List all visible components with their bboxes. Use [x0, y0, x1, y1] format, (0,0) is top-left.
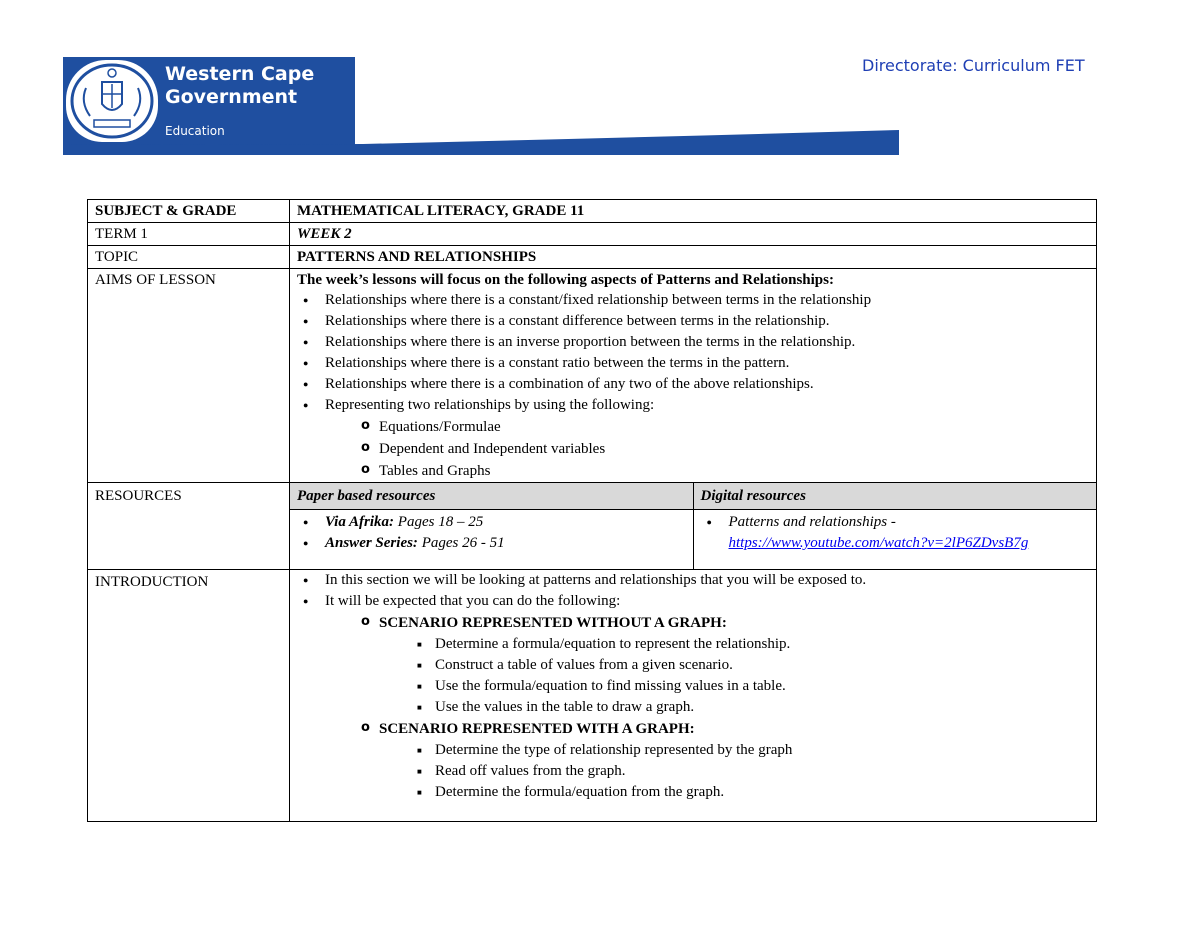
list-item: ● Representing two relationships by using the following: [297, 395, 1089, 416]
list-item: ■ Determine a formula/equation to represent the relationship. [297, 634, 1089, 655]
list-item [297, 512, 686, 533]
resource-name: Via Afrika: [325, 514, 395, 530]
logo-line-western-cape: Western Cape [165, 63, 315, 85]
list-item: ● It will be expected that you can do the following: [297, 591, 1089, 612]
list-item [701, 512, 1090, 554]
resource-pages: Pages 18 – 25 [394, 514, 484, 530]
digital-resources-header: Digital resources [693, 483, 1097, 510]
resource-pages: Pages 26 - 51 [417, 535, 505, 551]
list-item: ■ Determine the formula/equation from the graph. [297, 782, 1089, 803]
introduction-content [290, 570, 1097, 822]
scenario-heading: o SCENARIO REPRESENTED WITHOUT A GRAPH: [297, 612, 1089, 634]
resource-name: Answer Series: [325, 535, 418, 551]
list-item: ● In this section we will be looking at patterns and relationships that you will be exposed to. [297, 570, 1089, 591]
introduction-list [297, 570, 1089, 803]
logo-line-education: Education [165, 124, 225, 138]
row-resources-header [88, 483, 1097, 510]
resources-label: RESOURCES [88, 483, 290, 570]
list-item [297, 533, 686, 554]
row-introduction [88, 570, 1097, 822]
digital-resources-cell [693, 510, 1097, 570]
scenario-heading: o SCENARIO REPRESENTED WITH A GRAPH: [297, 718, 1089, 740]
list-item: ■ Read off values from the graph. [297, 761, 1089, 782]
aims-content [290, 269, 1097, 483]
directorate-label: Directorate: Curriculum FET [862, 56, 1085, 75]
youtube-link[interactable]: https://www.youtube.com/watch?v=2lP6ZDvsB7g [728, 535, 1029, 551]
aims-intro: The week’s lessons will focus on the following aspects of Patterns and Relationships: [297, 272, 834, 288]
paper-resources-cell [290, 510, 694, 570]
list-item: ■ Use the values in the table to draw a graph. [297, 697, 1089, 718]
paper-resources-list [297, 512, 686, 554]
aims-list [297, 290, 1089, 482]
list-item: ● Relationships where there is a combination of any two of the above relationships. [297, 374, 1089, 395]
paper-resources-header: Paper based resources [290, 483, 694, 510]
digital-resource-text: Patterns and relationships - [728, 514, 896, 530]
logo-line-government: Government [165, 86, 298, 108]
list-item: ● Relationships where there is a constant/fixed relationship between terms in the relationship [297, 290, 1089, 311]
header-swoosh [63, 130, 899, 155]
term-label: TERM 1 [88, 223, 290, 246]
introduction-label: INTRODUCTION [88, 570, 290, 822]
sub-list-item: o Dependent and Independent variables [297, 438, 1089, 460]
list-item: ● Relationships where there is an inverse proportion between the terms in the relationship. [297, 332, 1089, 353]
row-aims [88, 269, 1097, 483]
topic-value: PATTERNS AND RELATIONSHIPS [290, 246, 1097, 269]
list-item: ■ Determine the type of relationship represented by the graph [297, 740, 1089, 761]
sub-list-item: o Equations/Formulae [297, 416, 1089, 438]
topic-label: TOPIC [88, 246, 290, 269]
row-topic [88, 246, 1097, 269]
list-item: ■ Construct a table of values from a given scenario. [297, 655, 1089, 676]
digital-resources-list [701, 512, 1090, 554]
aims-label: AIMS OF LESSON [88, 269, 290, 483]
lesson-plan-table [87, 199, 1097, 822]
subject-value: MATHEMATICAL LITERACY, GRADE 11 [290, 200, 1097, 223]
list-item: ■ Use the formula/equation to find missing values in a table. [297, 676, 1089, 697]
row-subject [88, 200, 1097, 223]
term-value: WEEK 2 [290, 223, 1097, 246]
list-item: ● Relationships where there is a constant difference between terms in the relationship. [297, 311, 1089, 332]
row-term [88, 223, 1097, 246]
subject-label: SUBJECT & GRADE [88, 200, 290, 223]
sub-list-item: o Tables and Graphs [297, 460, 1089, 482]
list-item: ● Relationships where there is a constant ratio between the terms in the pattern. [297, 353, 1089, 374]
